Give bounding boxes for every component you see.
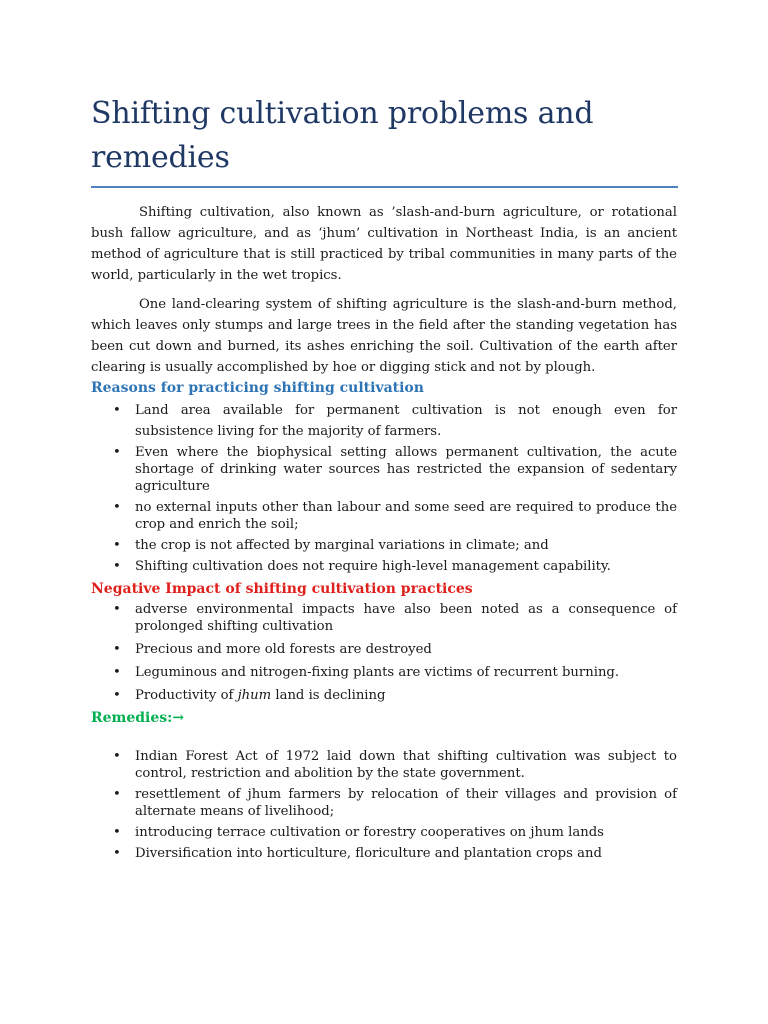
bullet-icon: • <box>113 642 121 657</box>
list-item <box>113 662 677 683</box>
list-item-text: Shifting cultivation does not require high-level management capability. <box>135 559 611 574</box>
remedies-label: Remedies: <box>91 710 173 726</box>
list-item <box>113 824 677 841</box>
list-item <box>113 537 677 554</box>
bullet-icon: • <box>113 749 121 764</box>
list-item-text: Diversification into horticulture, floriculture and plantation crops and <box>135 846 602 861</box>
list-item <box>113 444 677 495</box>
list-item <box>113 685 677 706</box>
list-item <box>113 845 677 862</box>
intro-paragraph: One land-clearing system of shifting agriculture is the slash-and-burn method, which leaves only stumps and large trees in the field after the standing vegetation has been cut down and burned, its ashes enriching the soil. Cultivation of the earth after clearing is usually accomplished by hoe or digging stick and not by plough. <box>91 297 677 375</box>
list-item <box>113 601 677 635</box>
bullet-icon: • <box>113 787 121 802</box>
bullet-icon: • <box>113 825 121 840</box>
list-item-text: introducing terrace cultivation or forestry cooperatives on jhum lands <box>135 825 604 840</box>
list-item <box>113 786 677 820</box>
bullet-icon: • <box>113 665 121 680</box>
negative-impact-list <box>91 601 677 706</box>
page-title: Shifting cultivation problems and remedies <box>91 96 594 175</box>
list-item-text: adverse environmental impacts have also been noted as a consequence of prolonged shifting cultivation <box>135 602 677 634</box>
bullet-icon: • <box>113 846 121 861</box>
bullet-icon: • <box>113 559 121 574</box>
bullet-icon: • <box>113 538 121 553</box>
bullet-icon: • <box>113 500 121 515</box>
list-item-text: Precious and more old forests are destroyed <box>135 642 432 657</box>
list-item-text: Indian Forest Act of 1972 laid down that shifting cultivation was subject to control, restriction and abolition by the state government. <box>135 749 677 781</box>
bullet-icon: • <box>113 445 121 460</box>
remedies-list <box>91 748 677 862</box>
arrow-right-icon: → <box>172 710 185 726</box>
section-heading-reasons: Reasons for practicing shifting cultivation <box>91 380 424 396</box>
bullet-icon: • <box>113 688 121 703</box>
section-heading-negative-impact: Negative Impact of shifting cultivation practices <box>91 581 473 597</box>
list-item-text-prefix: Productivity of <box>135 688 238 703</box>
list-item <box>113 400 677 442</box>
bullet-icon: • <box>113 403 121 418</box>
list-item-text-suffix: land is declining <box>271 688 386 703</box>
reasons-list <box>91 400 677 575</box>
list-item-text: Land area available for permanent cultivation is not enough even for subsistence living for the majority of farmers. <box>135 403 677 439</box>
list-item <box>113 499 677 533</box>
list-item <box>113 558 677 575</box>
list-item <box>113 639 677 660</box>
list-item-text: the crop is not affected by marginal variations in climate; and <box>135 538 549 553</box>
jhum-term: jhum <box>237 688 272 703</box>
list-item-text: resettlement of jhum farmers by relocation of their villages and provision of alternate means of livelihood; <box>135 787 677 819</box>
list-item <box>113 748 677 782</box>
title-underline <box>91 186 678 188</box>
bullet-icon: • <box>113 602 121 617</box>
section-heading-remedies <box>91 708 677 728</box>
list-item-text: no external inputs other than labour and some seed are required to produce the crop and enrich the soil; <box>135 500 677 532</box>
list-item-text: Even where the biophysical setting allows permanent cultivation, the acute shortage of drinking water sources has restricted the expansion of sedentary agriculture <box>135 445 677 494</box>
list-item-text: Leguminous and nitrogen-fixing plants are victims of recurrent burning. <box>135 665 620 680</box>
intro-paragraph: Shifting cultivation, also known as ’slash-and-burn agriculture, or rotational bush fallow agriculture, and as ‘jhum’ cultivation in Northeast India, is an ancient method of agriculture that is still practiced by tribal communities in many parts of the world, particularly in the wet tropics. <box>91 205 677 283</box>
